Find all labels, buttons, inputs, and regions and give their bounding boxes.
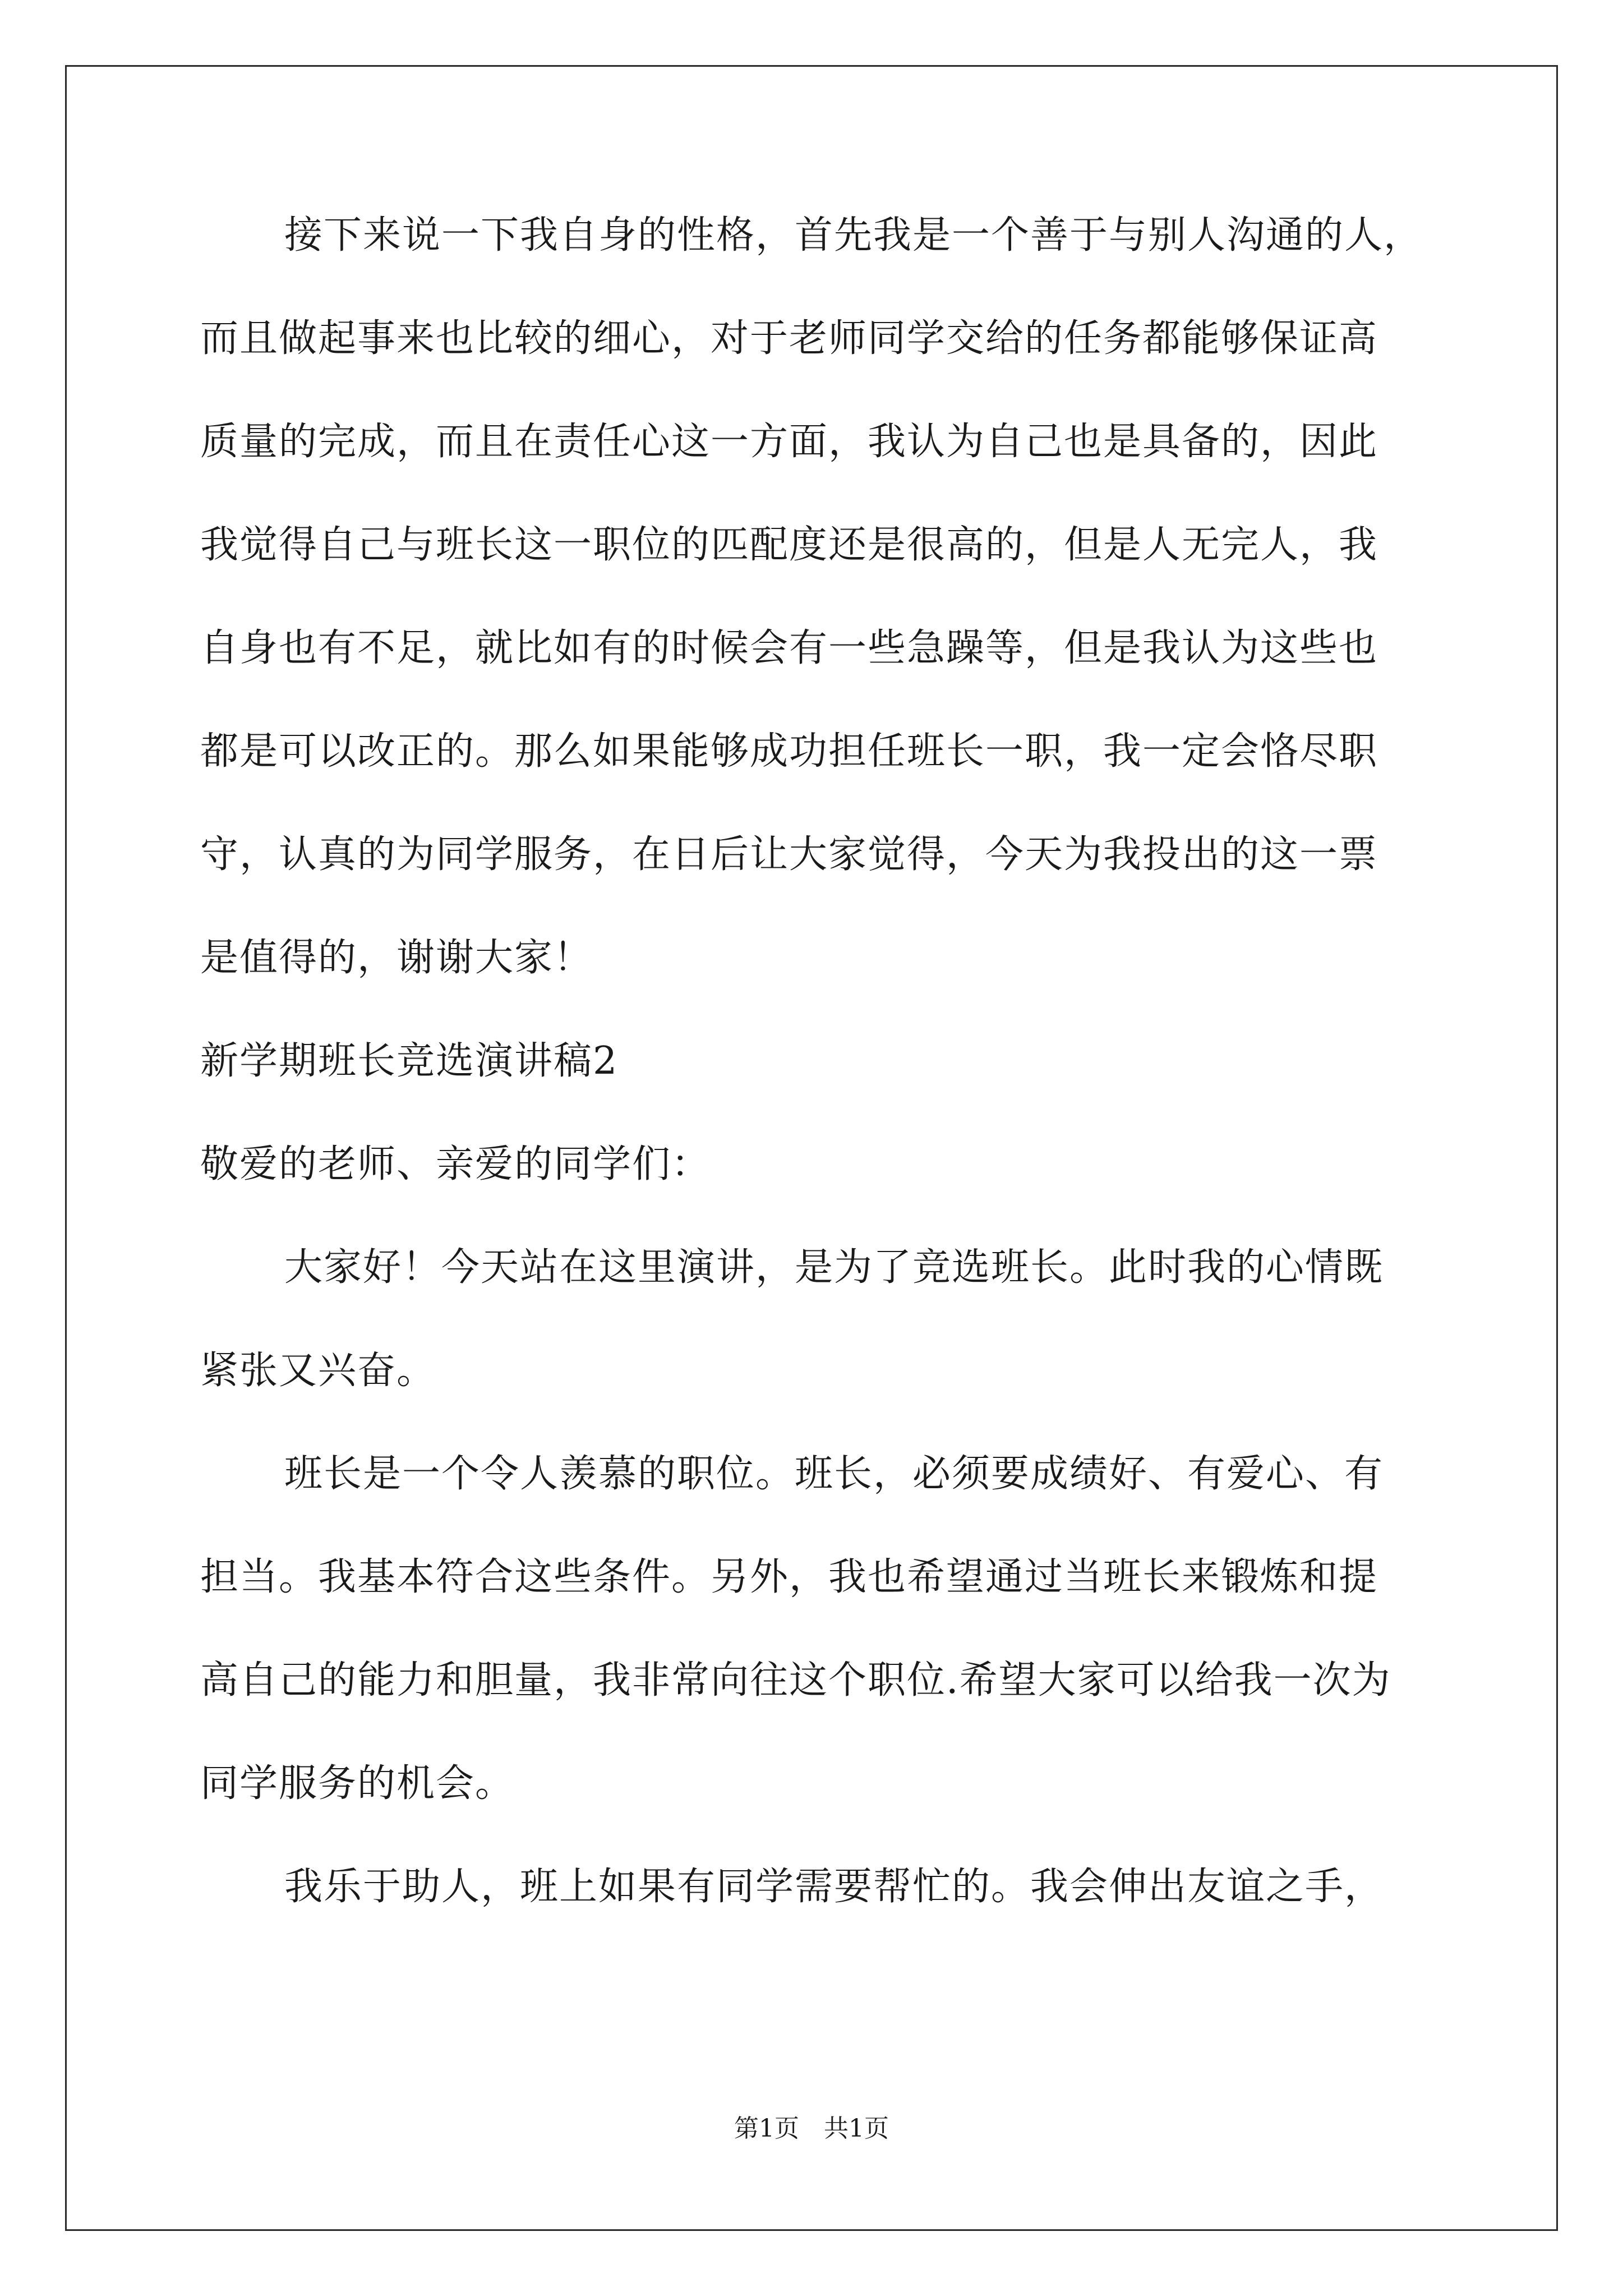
- body-line: 我乐于助人，班上如果有同学需要帮忙的。我会伸出友谊之手，: [284, 1865, 1384, 1909]
- body-line: 担当。我基本符合这些条件。另外，我也希望通过当班长来锻炼和提: [200, 1555, 1378, 1599]
- body-line: 大家好！今天站在这里演讲，是为了竞选班长。此时我的心情既: [284, 1245, 1384, 1290]
- body-line: 守，认真的为同学服务，在日后让大家觉得，今天为我投出的这一票: [200, 832, 1378, 877]
- body-line: 班长是一个令人羡慕的职位。班长，必须要成绩好、有爱心、有: [284, 1452, 1384, 1496]
- section-heading: 新学期班长竞选演讲稿2: [200, 1039, 619, 1083]
- body-line: 而且做起事来也比较的细心，对于老师同学交给的任务都能够保证高: [200, 316, 1378, 361]
- body-line: 是值得的，谢谢大家！: [200, 936, 593, 980]
- body-line: 紧张又兴奋。: [200, 1349, 436, 1393]
- body-line: 同学服务的机会。: [200, 1761, 515, 1806]
- body-line: 高自己的能力和胆量，我非常向往这个职位.希望大家可以给我一次为: [200, 1658, 1391, 1703]
- body-line: 我觉得自己与班长这一职位的匹配度还是很高的，但是人无完人，我: [200, 523, 1378, 567]
- body-line: 都是可以改正的。那么如果能够成功担任班长一职，我一定会恪尽职: [200, 729, 1378, 774]
- salutation: 敬爱的老师、亲爱的同学们：: [200, 1142, 711, 1186]
- body-line: 接下来说一下我自身的性格，首先我是一个善于与别人沟通的人，: [284, 213, 1423, 257]
- body-line: 自身也有不足，就比如有的时候会有一些急躁等，但是我认为这些也: [200, 626, 1378, 670]
- body-line: 质量的完成，而且在责任心这一方面，我认为自己也是具备的，因此: [200, 420, 1378, 464]
- page-number-footer: 第1页 共1页: [734, 2114, 889, 2143]
